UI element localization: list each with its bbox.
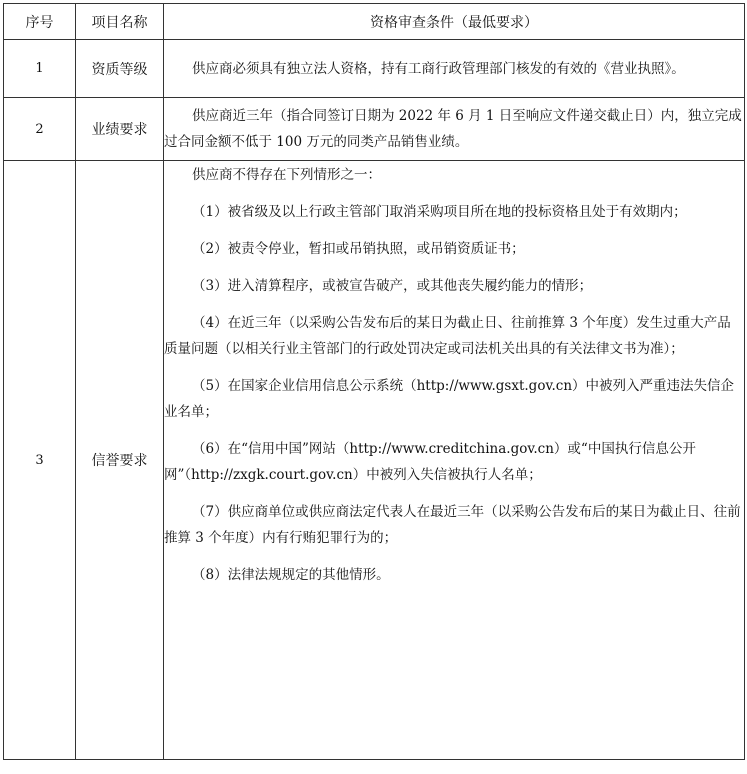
row-conditions: [164, 98, 745, 161]
table-header-row: [4, 4, 745, 40]
header-conditions: 资格审查条件（最低要求）: [164, 4, 745, 40]
row-conditions: [164, 161, 745, 760]
row-serial-number: 3: [4, 161, 76, 760]
condition-clause-8: （8）法律法规规定的其他情形。: [192, 567, 390, 583]
qualification-table: [3, 3, 745, 760]
table-row: [4, 40, 745, 98]
header-serial-number: 序号: [4, 4, 76, 40]
condition-clause-2: （2）被责令停业，暂扣或吊销执照，或吊销资质证书；: [192, 241, 525, 257]
condition-clause-3: （3）进入清算程序，或被宣告破产，或其他丧失履约能力的情形；: [192, 278, 593, 294]
condition-intro: 供应商不得存在下列情形之一：: [192, 167, 381, 183]
condition-clause-4: （4）在近三年（以采购公告发布后的某日为截止日、往前推算 3 个年度）发生过重大产品质量问题（以相关行业主管部门的行政处罚决定或司法机关出具的有关法律文书为准）；: [164, 315, 731, 357]
table-row: [4, 161, 745, 760]
condition-clause-1: （1）被省级及以上行政主管部门取消采购项目所在地的投标资格且处于有效期内；: [192, 204, 687, 220]
header-item-name: 项目名称: [76, 4, 164, 40]
row-serial-number: 2: [4, 98, 76, 161]
table-row: [4, 98, 745, 161]
condition-paragraph: 供应商近三年（指合同签订日期为 2022 年 6 月 1 日至响应文件递交截止日）内，独立完成过合同金额不低于 100 万元的同类产品销售业绩。: [164, 108, 742, 150]
condition-clause-6: （6）在“信用中国”网站（http://www.creditchina.gov.cn）或“中国执行信息公开网”（http://zxgk.court.gov.cn）中被列入失信被执行人名单；: [164, 441, 696, 483]
condition-paragraph: 供应商必须具有独立法人资格，持有工商行政管理部门核发的有效的《营业执照》。: [192, 60, 685, 77]
condition-clause-5: （5）在国家企业信用信息公示系统（http://www.gsxt.gov.cn）中被列入严重违法失信企业名单；: [164, 378, 735, 420]
condition-clause-7: （7）供应商单位或供应商法定代表人在最近三年（以采购公告发布后的某日为截止日、往前推算 3 个年度）内有行贿犯罪行为的；: [164, 504, 741, 546]
row-conditions: [164, 40, 745, 98]
row-serial-number: 1: [4, 40, 76, 98]
row-item-name: 资质等级: [76, 40, 164, 98]
row-item-name: 信誉要求: [76, 161, 164, 760]
row-item-name: 业绩要求: [76, 98, 164, 161]
